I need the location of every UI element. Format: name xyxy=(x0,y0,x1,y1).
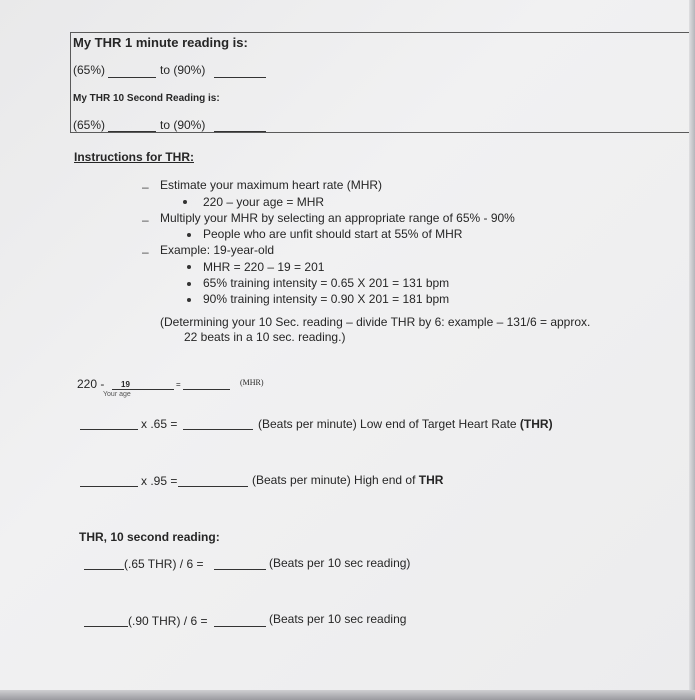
mhr-prefix: 220 - xyxy=(77,377,105,391)
example-mhr: MHR = 220 – 19 = 201 xyxy=(203,260,325,274)
ten-low-result-blank[interactable] xyxy=(214,569,266,570)
age-caption: Your age xyxy=(103,391,131,398)
low-multiplier: x .65 = xyxy=(141,417,178,431)
second-high-label: to (90%) xyxy=(160,118,206,132)
dash-marker: – xyxy=(142,245,149,259)
ten-low-lead-blank[interactable] xyxy=(84,569,124,570)
minute-reading-heading: My THR 1 minute reading is: xyxy=(73,35,248,50)
page-edge-shadow xyxy=(689,0,695,700)
low-thr-description: (Beats per minute) Low end of Target Heart Rate (THR) xyxy=(258,417,553,431)
dash-marker: – xyxy=(142,180,149,194)
high-multiplier: x .95 = xyxy=(141,474,178,488)
second-reading-heading: My THR 10 Second Reading is: xyxy=(73,93,220,104)
dash-marker: – xyxy=(142,213,149,227)
second-low-label: (65%) xyxy=(73,118,106,132)
age-value: 19 xyxy=(121,380,130,389)
ten-second-note-line1: (Determining your 10 Sec. reading – divide THR by 6: example – 131/6 = approx. xyxy=(160,315,591,329)
step-estimate-mhr: Estimate your maximum heart rate (MHR) xyxy=(160,178,383,192)
minute-high-label: to (90%) xyxy=(160,63,206,77)
instructions-heading: Instructions for THR: xyxy=(74,150,194,164)
example-65-intensity: 65% training intensity = 0.65 X 201 = 131 bpm xyxy=(203,276,450,290)
second-high-blank[interactable] xyxy=(214,131,266,132)
ten-high-lead-blank[interactable] xyxy=(84,626,128,627)
ten-high-description: (Beats per 10 sec reading xyxy=(269,612,407,626)
ten-low-description: (Beats per 10 sec reading) xyxy=(269,556,411,570)
ten-second-note-line2: 22 beats in a 10 sec. reading.) xyxy=(184,330,346,344)
mhr-blank[interactable] xyxy=(183,389,230,390)
mhr-label: (MHR) xyxy=(240,378,264,387)
low-thr-blank[interactable] xyxy=(183,429,253,430)
step-example-heading: Example: 19-year-old xyxy=(160,243,275,257)
example-90-intensity: 90% training intensity = 0.90 X 201 = 181 bpm xyxy=(203,292,450,306)
age-blank[interactable] xyxy=(112,389,174,390)
step-multiply-mhr: Multiply your MHR by selecting an appropriate range of 65% - 90% xyxy=(160,211,515,225)
ten-high-result-blank[interactable] xyxy=(214,626,266,627)
step-estimate-mhr-formula: 220 – your age = MHR xyxy=(203,195,325,209)
bullet-dot xyxy=(187,233,191,237)
low-mhr-blank[interactable] xyxy=(80,429,138,430)
equals-sign: = xyxy=(176,380,181,389)
page-bottom-edge xyxy=(0,690,695,700)
minute-low-label: (65%) xyxy=(73,63,106,77)
high-mhr-blank[interactable] xyxy=(80,486,138,487)
second-low-blank[interactable] xyxy=(108,131,156,132)
ten-second-heading: THR, 10 second reading: xyxy=(79,530,220,544)
ten-high-expression: (.90 THR) / 6 = xyxy=(128,614,208,628)
bullet-dot xyxy=(187,298,191,302)
minute-high-blank[interactable] xyxy=(214,77,266,78)
bullet-dot xyxy=(187,282,191,286)
bullet-dot xyxy=(183,200,187,204)
high-thr-description: (Beats per minute) High end of THR xyxy=(252,473,444,487)
bullet-dot xyxy=(187,265,191,269)
ten-low-expression: (.65 THR) / 6 = xyxy=(124,557,204,571)
step-multiply-note: People who are unfit should start at 55% of MHR xyxy=(203,227,463,241)
high-thr-blank[interactable] xyxy=(178,486,248,487)
minute-low-blank[interactable] xyxy=(108,77,156,78)
